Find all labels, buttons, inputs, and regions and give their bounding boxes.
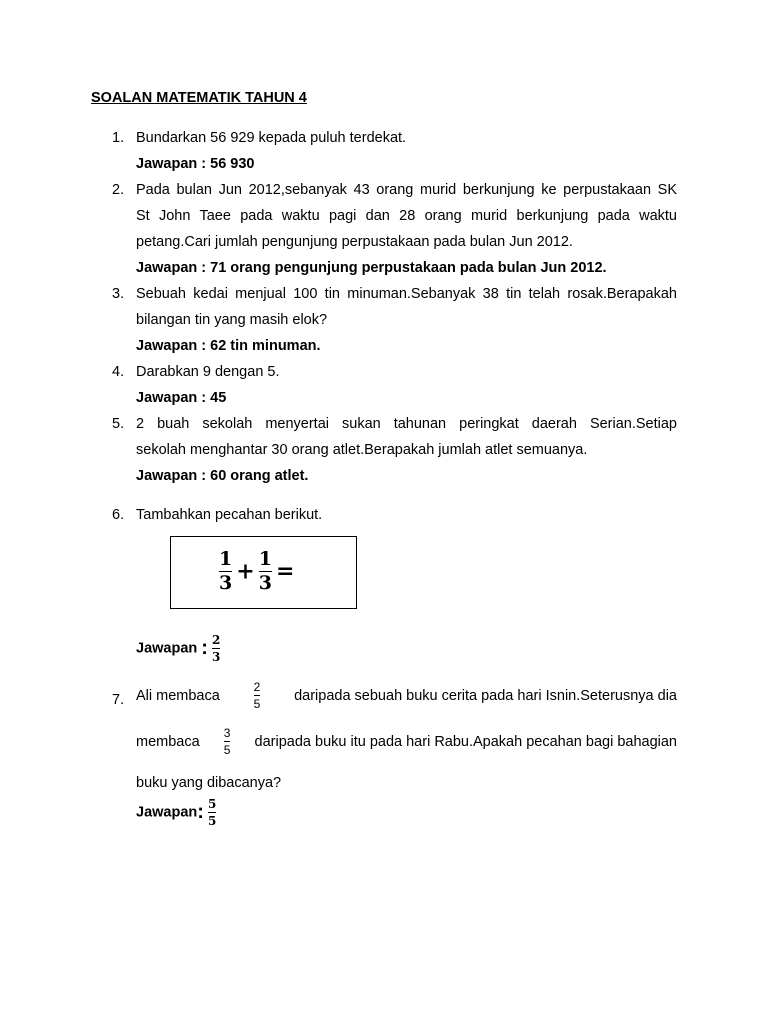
question-text: daripada sebuah buku cerita pada hari Isnin.Seterusnya dia — [294, 687, 677, 704]
page-title: SOALAN MATEMATIK TAHUN 4 — [91, 90, 307, 106]
denominator: 5 — [223, 743, 231, 757]
question-text: Tambahkan pecahan berikut. — [136, 507, 323, 523]
numerator: 2 — [253, 680, 261, 694]
question-number: 5. — [112, 416, 125, 432]
question-number: 3. — [112, 286, 125, 302]
question-number: 7. — [112, 692, 125, 708]
plus-sign: + — [236, 558, 255, 585]
answer-label: Jawapan — [136, 640, 198, 657]
denominator: 5 — [253, 697, 261, 711]
question-text: Darabkan 9 dengan 5. — [136, 364, 280, 380]
question-text — [136, 182, 677, 198]
question-line — [136, 681, 677, 710]
question-number: 1. — [112, 130, 125, 146]
numerator: 3 — [223, 726, 231, 740]
fraction — [259, 550, 272, 593]
question-line: 2 buah sekolah menyertai sukan tahunan peringkat daerah Serian.Setiap — [136, 416, 677, 432]
denominator: 5 — [207, 814, 217, 828]
answer-fraction — [212, 634, 220, 663]
denominator: 3 — [258, 572, 272, 594]
question-text — [136, 208, 677, 224]
inline-fraction — [254, 681, 261, 710]
question-line — [136, 727, 677, 756]
question-line: Sebuah kedai menjual 100 tin minuman.Sebanyak 38 tin telah rosak.Berapakah — [136, 286, 677, 302]
answer-label: Jawapan — [136, 804, 198, 821]
question-number: 2. — [112, 182, 125, 198]
answer-row — [136, 634, 220, 663]
question-text — [136, 416, 677, 432]
question-number: 6. — [112, 507, 125, 523]
answer-text: Jawapan : 45 — [136, 390, 227, 406]
answer-row — [136, 798, 216, 827]
question-line: petang.Cari jumlah pengunjung perpustakaan pada bulan Jun 2012. — [136, 234, 573, 250]
question-line: bilangan tin yang masih elok? — [136, 312, 328, 328]
fraction — [219, 550, 232, 593]
question-text: membaca — [136, 733, 200, 750]
denominator: 3 — [219, 572, 233, 594]
answer-text: Jawapan : 62 tin minuman. — [136, 338, 321, 354]
answer-text: Jawapan : 56 930 — [136, 156, 255, 172]
answer-colon: : — [197, 801, 204, 823]
answer-fraction — [208, 798, 216, 827]
question-text — [136, 286, 677, 302]
question-line: St John Taee pada waktu pagi dan 28 orang murid berkunjung pada waktu — [136, 208, 677, 224]
fraction-expression — [219, 550, 294, 593]
question-line: sekolah menghantar 30 orang atlet.Berapakah jumlah atlet semuanya. — [136, 442, 588, 458]
question-text: daripada buku itu pada hari Rabu.Apakah pecahan bagi bahagian — [254, 733, 677, 750]
answer-text: Jawapan : 71 orang pengunjung perpustakaan pada bulan Jun 2012. — [136, 260, 607, 276]
question-line: buku yang dibacanya? — [136, 775, 282, 791]
numerator: 1 — [258, 548, 272, 570]
answer-text: Jawapan : 60 orang atlet. — [136, 468, 309, 484]
numerator: 2 — [211, 633, 221, 647]
question-line: Pada bulan Jun 2012,sebanyak 43 orang murid berkunjung ke perpustakaan SK — [136, 182, 677, 198]
fraction-bar — [254, 695, 261, 696]
question-text: Ali membaca — [136, 687, 220, 704]
fraction-bar — [212, 648, 220, 649]
numerator: 5 — [207, 797, 217, 811]
numerator: 1 — [219, 548, 233, 570]
denominator: 3 — [211, 650, 221, 664]
question-number: 4. — [112, 364, 125, 380]
equals-sign: = — [276, 558, 295, 585]
question-text: Bundarkan 56 929 kepada puluh terdekat. — [136, 130, 407, 146]
answer-colon: : — [201, 637, 208, 659]
fraction-bar — [224, 741, 231, 742]
fraction-expression-box — [170, 536, 357, 609]
inline-fraction — [224, 727, 231, 756]
fraction-bar — [208, 812, 216, 813]
